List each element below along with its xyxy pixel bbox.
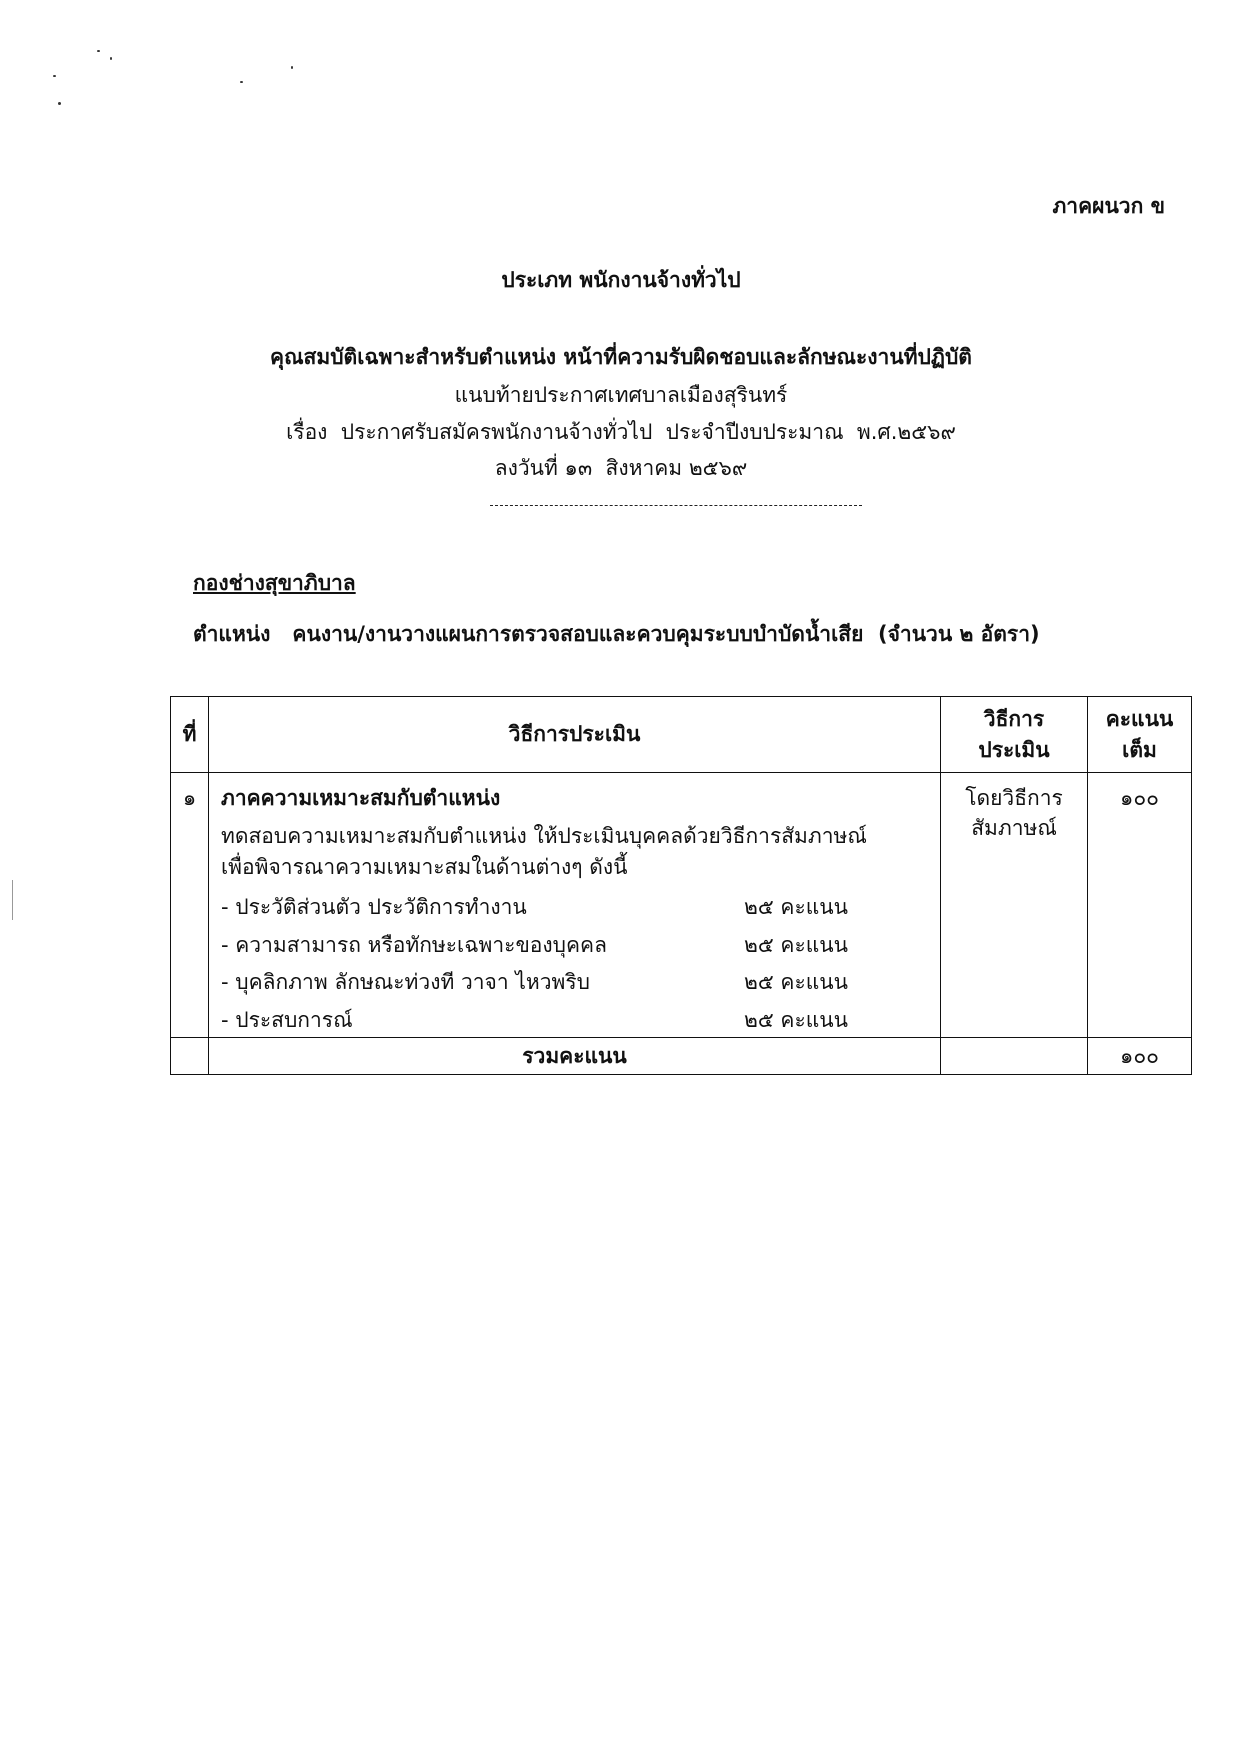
subject-line: เรื่อง ประกาศรับสมัครพนักงานจ้างทั่วไป ประจำปีงบประมาณ พ.ศ.๒๕๖๙ <box>286 420 956 444</box>
sub-item-score: ๒๕ คะแนน <box>744 895 848 920</box>
table-header-row <box>171 697 1192 773</box>
scan-speck <box>97 50 100 52</box>
position-title: คนงาน/งานวางแผนการตรวจสอบและควบคุมระบบบำบัดน้ำเสีย (จำนวน ๒ อัตรา) <box>292 622 1040 646</box>
criterion-title: ภาคความเหมาะสมกับตำแหน่ง <box>221 786 501 810</box>
scan-speck <box>240 81 243 83</box>
sub-item-label: - บุคลิกภาพ ลักษณะท่วงที วาจา ไหวพริบ <box>221 970 590 995</box>
header-type <box>941 697 1088 773</box>
row-evaluation-type <box>941 773 1088 1038</box>
divider <box>490 505 862 506</box>
employee-type-heading: ประเภท พนักงานจ้างทั่วไป <box>501 268 741 292</box>
date-line: ลงวันที่ ๑๓ สิงหาคม ๒๕๖๙ <box>494 456 748 480</box>
total-label: รวมคะแนน <box>209 1038 941 1075</box>
scan-speck <box>53 75 56 77</box>
attached-to-line: แนบท้ายประกาศเทศบาลเมืองสุรินทร์ <box>454 383 788 407</box>
annex-label: ภาคผนวก ข <box>1052 194 1165 218</box>
criterion-description <box>221 821 928 882</box>
position-label: ตำแหน่ง <box>193 622 271 646</box>
list-item <box>221 967 928 997</box>
row-full-score: ๑๐๐ <box>1088 773 1192 1038</box>
total-row-type-spacer <box>941 1038 1088 1075</box>
header-score-line2: เต็ม <box>1122 737 1157 762</box>
sub-item-score: ๒๕ คะแนน <box>744 970 848 995</box>
qualification-heading: คุณสมบัติเฉพาะสำหรับตำแหน่ง หน้าที่ความรับผิดชอบและลักษณะงานที่ปฏิบัติ <box>270 345 972 369</box>
header-type-line2: ประเมิน <box>978 737 1050 762</box>
sub-item-label: - ประวัติส่วนตัว ประวัติการทำงาน <box>221 895 527 920</box>
sub-item-label: - ความสามารถ หรือทักษะเฉพาะของบุคคล <box>221 932 607 957</box>
scan-speck <box>110 57 112 60</box>
header-type-line1: วิธีการ <box>983 707 1045 732</box>
criterion-description-line2: เพื่อพิจารณาความเหมาะสมในด้านต่างๆ ดังนี้ <box>221 854 628 879</box>
header-method: วิธีการประเมิน <box>209 697 941 773</box>
total-score: ๑๐๐ <box>1088 1038 1192 1075</box>
total-row-spacer <box>171 1038 209 1075</box>
sub-item-label: - ประสบการณ์ <box>221 1007 353 1032</box>
scan-speck <box>291 66 293 69</box>
evaluation-type-line2: สัมภาษณ์ <box>971 816 1057 841</box>
criterion-description-line1: ทดสอบความเหมาะสมกับตำแหน่ง ให้ประเมินบุคคลด้วยวิธีการสัมภาษณ์ <box>221 824 867 849</box>
position-line <box>193 618 1040 651</box>
list-item <box>221 892 928 922</box>
list-item <box>221 1005 928 1035</box>
division-heading: กองช่างสุขาภิบาล <box>193 571 356 595</box>
header-score-line1: คะแนน <box>1105 707 1174 732</box>
list-item <box>221 930 928 960</box>
scan-edge-mark <box>12 880 13 920</box>
total-row <box>171 1038 1192 1075</box>
header-no: ที่ <box>171 697 209 773</box>
row-method-cell <box>209 773 941 1038</box>
evaluation-table <box>170 696 1192 1075</box>
sub-item-score: ๒๕ คะแนน <box>744 932 848 957</box>
scan-speck <box>58 102 61 105</box>
evaluation-type-line1: โดยวิธีการ <box>965 786 1063 810</box>
header-score <box>1088 697 1192 773</box>
table-row <box>171 773 1192 1038</box>
row-number: ๑ <box>171 773 209 1038</box>
sub-item-score: ๒๕ คะแนน <box>744 1007 848 1032</box>
